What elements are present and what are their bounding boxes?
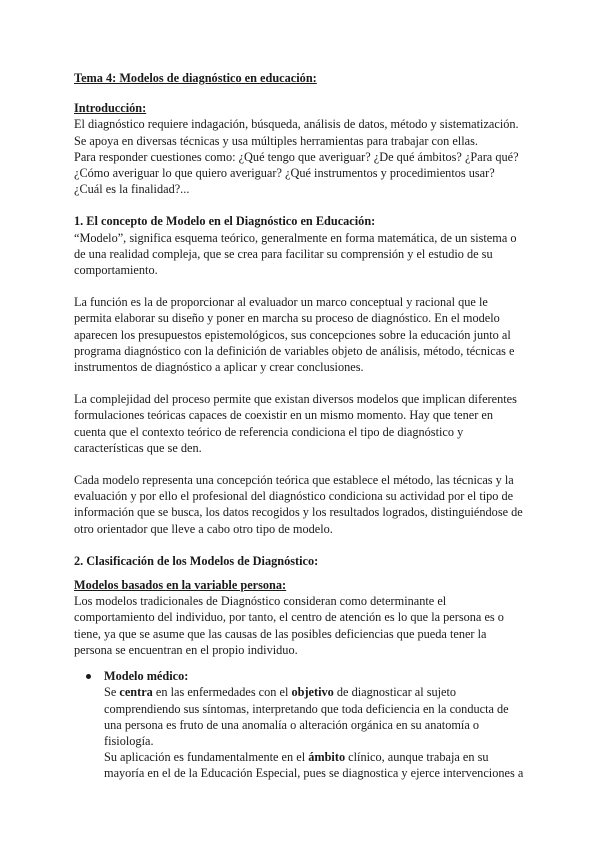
document-title: Tema 4: Modelos de diagnóstico en educación: (74, 71, 317, 85)
intro-heading: Introducción: (74, 101, 147, 116)
intro-paragraph-2: Para responder cuestiones como: ¿Qué tengo que averiguar? ¿De qué ámbitos? ¿Para qué? ¿Cómo averiguar lo que quiero averiguar? ¿Qué instrumentos y procedimientos usar? ¿Cuál es la finalidad?... (74, 149, 519, 197)
intro-paragraph-1: El diagnóstico requiere indagación, búsqueda, análisis de datos, método y sistematización. Se apoya en diversas técnicas y usa múltiples herramientas para trabajar con ellas. (74, 117, 519, 148)
bullet-title: Modelo médico: (104, 669, 189, 684)
section-2-heading: 2. Clasificación de los Modelos de Diagnóstico: (74, 553, 319, 568)
section-1-paragraph-3: La complejidad del proceso permite que existan diversos modelos que implican diferentes formulaciones teóricas capaces de coexistir en un mismo momento. Hay que tener en cuenta que el contexto teórico de referencia condiciona el tipo de diagnóstico y características que se den. (74, 392, 517, 455)
document-content (74, 70, 526, 782)
section-1-paragraph-4: Cada modelo representa una concepción teórica que establece el método, las técnicas y la evaluación y por ello el profesional del diagnóstico condiciona su actividad por el tipo de información que se busca, los datos recogidos y los resultados logrados, distinguiéndose de otro orientador que lleve a cabo otro tipo de modelo. (74, 473, 523, 536)
spacer (74, 278, 526, 294)
spacer (74, 456, 526, 472)
section-1-paragraph-2: La función es la de proporcionar al evaluador un marco conceptual y racional que le permita elaborar su diseño y poner en marcha su proceso de diagnóstico. En el modelo aparecen los presupuestos epistemológicos, sus concepciones sobre la educación junto al programa diagnóstico con la definición de variables objeto de análisis, método, técnicas e instrumentos de diagnóstico a aplicar y crear conclusiones. (74, 295, 515, 375)
spacer (74, 537, 526, 553)
section-1-heading: 1. El concepto de Modelo en el Diagnóstico en Educación: (74, 214, 376, 229)
section-1-paragraph-1: “Modelo”, significa esquema teórico, generalmente en forma matemática, de un sistema o de una realidad compleja, que se crea para facilitar su comprensión y el estudio de su comportamiento. (74, 230, 517, 278)
bullet-icon (86, 674, 91, 679)
section-2-subheading: Modelos basados en la variable persona: (74, 578, 287, 593)
bullet-item-modelo-medico (74, 668, 526, 781)
section-2-paragraph-1: Los modelos tradicionales de Diagnóstico consideran como determinante el comportamiento del individuo, por tanto, el centro de atención es lo que la persona es o tiene, ya que se asume que las causas de las posibles deficiencias que pueda tener la persona se encuentran en el propio individuo. (74, 594, 504, 657)
spacer (74, 197, 526, 213)
spacer (74, 375, 526, 391)
bullet-paragraph-2: Su aplicación es fundamentalmente en el ámbito clínico, aunque trabaja en su mayoría en el de la Educación Especial, pues se diagnostica y ejerce intervenciones a (104, 750, 524, 781)
bullet-paragraph-1: Se centra en las enfermedades con el objetivo de diagnosticar al sujeto comprendiendo sus síntomas, interpretando que toda deficiencia en la conducta de una persona es fruto de una anomalía o alteración orgánica en su anatomía o fisiología. (104, 685, 509, 748)
spacer (74, 569, 526, 577)
